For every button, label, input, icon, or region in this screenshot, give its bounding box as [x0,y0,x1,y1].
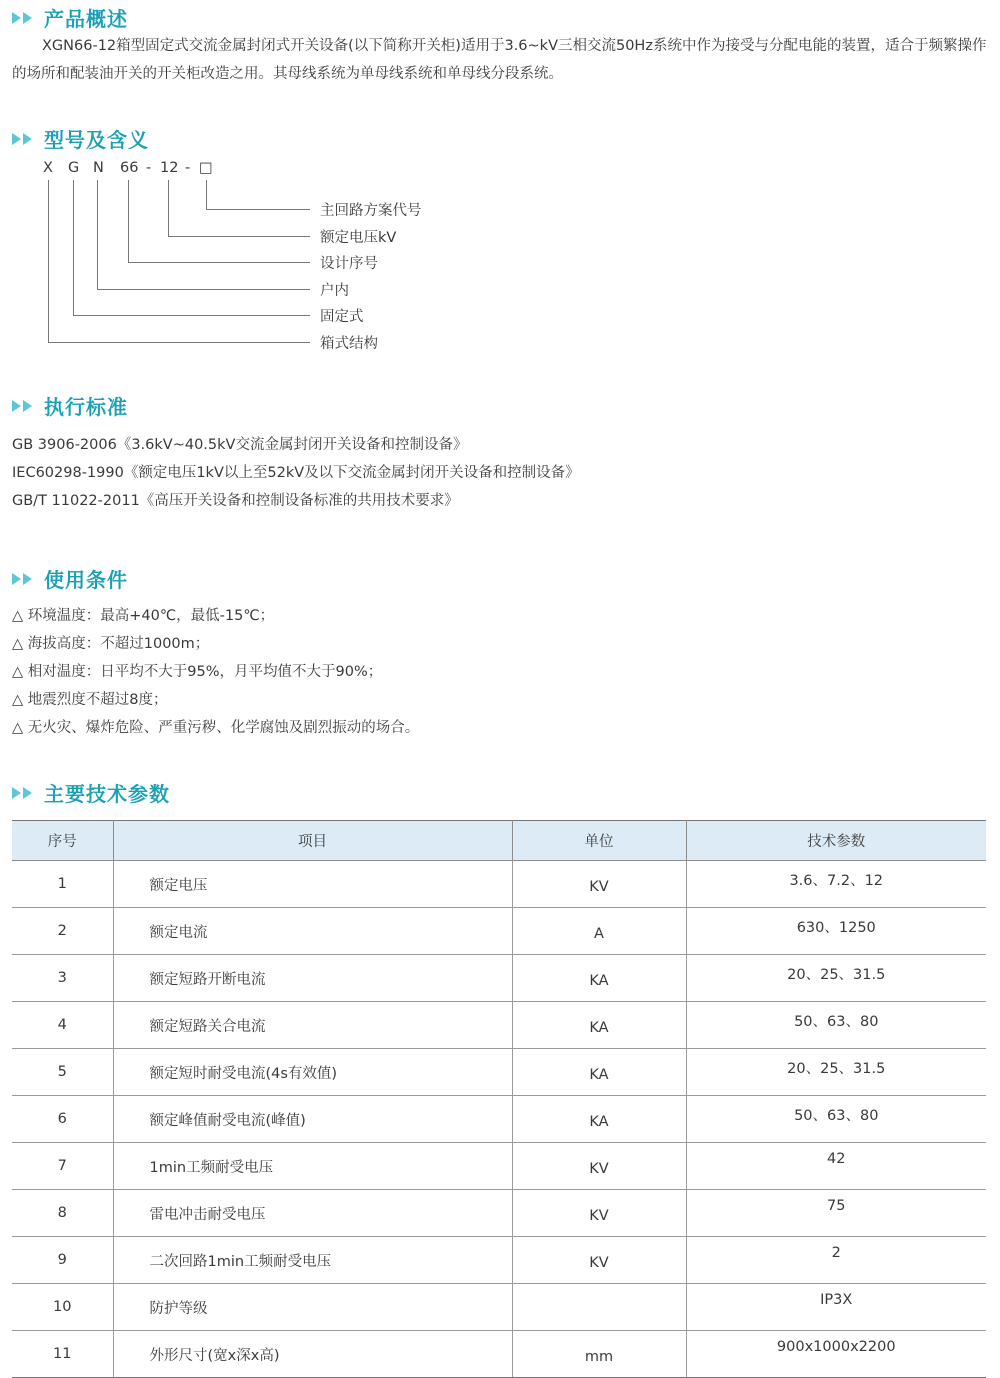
table-row [12,1002,986,1049]
cell-item: 额定短时耐受电流(4s有效值) [113,1049,512,1096]
header-value: 技术参数 [686,821,986,861]
cell-unit: KA [512,1049,686,1096]
cell-value: 20、25、31.5 [686,1049,986,1096]
cell-item: 额定电流 [113,908,512,955]
bracket-line [168,236,310,237]
bracket-line [48,342,310,343]
cell-item: 额定短路开断电流 [113,955,512,1002]
cell-index: 5 [12,1049,113,1096]
model-meaning-label: 箱式结构 [320,336,378,352]
bracket-line [128,180,129,262]
model-code-n: N [93,160,104,176]
cell-value: 50、63、80 [686,1096,986,1143]
double-arrow-icon [12,400,34,412]
header-unit: 单位 [512,821,686,861]
double-arrow-icon [12,573,34,585]
table-row [12,1190,986,1237]
cell-unit: KA [512,1096,686,1143]
cell-value: 20、25、31.5 [686,955,986,1002]
header-item: 项目 [113,821,512,861]
section-title-overview [12,3,128,32]
cell-index: 9 [12,1237,113,1284]
cell-value: 3.6、7.2、12 [686,861,986,908]
model-meaning-label: 户内 [320,283,349,299]
cell-index: 10 [12,1284,113,1331]
double-arrow-icon [12,787,34,799]
model-code-box: □ [199,160,213,176]
double-arrow-icon [12,12,34,24]
model-code-g: G [68,160,80,176]
table-row [12,861,986,908]
condition-item: △ 环境温度：最高+40℃，最低-15℃； [12,608,275,624]
cell-item: 防护等级 [113,1284,512,1331]
table-row [12,1096,986,1143]
cell-unit: KV [512,861,686,908]
cell-value: 50、63、80 [686,1002,986,1049]
bracket-line [128,262,310,263]
model-code-design: 66 [120,160,139,176]
cell-unit: KV [512,1190,686,1237]
cell-item: 1min工频耐受电压 [113,1143,512,1190]
cell-unit: KA [512,1002,686,1049]
table-row [12,908,986,955]
overview-paragraph: XGN66-12箱型固定式交流金属封闭式开关设备(以下简称开关柜)适用于3.6~kV三相交流50Hz系统中作为接受与分配电能的装置，适合于频繁操作的场所和配装油开关的开关柜改造之用。其母线系统为单母线系统和单母线分段系统。 [12,38,987,82]
cell-value: 42 [686,1143,986,1190]
cell-value: 75 [686,1190,986,1237]
table-row [12,1143,986,1190]
cell-value: 2 [686,1237,986,1284]
cell-unit: KV [512,1143,686,1190]
cell-index: 6 [12,1096,113,1143]
standard-item: IEC60298-1990《额定电压1kV以上至52kV及以下交流金属封闭开关设备和控制设备》 [12,465,580,481]
bracket-line [73,180,74,315]
model-code-x: X [43,160,53,176]
section-title-conditions [12,564,128,593]
cell-index: 1 [12,861,113,908]
section-title-params [12,778,170,807]
cell-index: 8 [12,1190,113,1237]
cell-unit: KV [512,1237,686,1284]
condition-item: △ 无火灾、爆炸危险、严重污秽、化学腐蚀及剧烈振动的场合。 [12,720,420,736]
model-code-dash: - [146,160,152,176]
standard-item: GB/T 11022-2011《高压开关设备和控制设备标准的共用技术要求》 [12,493,459,509]
cell-item: 外形尺寸(宽x深x高) [113,1331,512,1378]
section-title-standards [12,391,128,420]
condition-item: △ 相对温度：日平均不大于95%，月平均值不大于90%； [12,664,383,680]
bracket-line [168,180,169,236]
cell-index: 3 [12,955,113,1002]
table-header-row [12,821,986,861]
table-row [12,1049,986,1096]
model-meaning-label: 设计序号 [320,256,378,272]
cell-value: 900x1000x2200 [686,1331,986,1378]
cell-value: IP3X [686,1284,986,1331]
table-row [12,1331,986,1378]
model-code-dash: - [185,160,191,176]
table-row [12,1284,986,1331]
bracket-line [48,180,49,342]
section-title-text: 型号及含义 [44,128,149,152]
cell-unit: mm [512,1331,686,1378]
cell-item: 雷电冲击耐受电压 [113,1190,512,1237]
table-row [12,955,986,1002]
model-meaning-label: 主回路方案代号 [320,203,422,219]
bracket-line [73,315,310,316]
double-arrow-icon [12,133,34,145]
model-code-voltage: 12 [160,160,179,176]
cell-unit: KA [512,955,686,1002]
section-title-text: 执行标准 [44,395,128,419]
section-title-model [12,124,149,153]
cell-index: 4 [12,1002,113,1049]
condition-item: △ 海拔高度：不超过1000m； [12,636,210,652]
cell-value: 630、1250 [686,908,986,955]
cell-item: 额定短路关合电流 [113,1002,512,1049]
section-title-text: 使用条件 [44,568,128,592]
cell-unit: A [512,908,686,955]
cell-index: 2 [12,908,113,955]
cell-item: 二次回路1min工频耐受电压 [113,1237,512,1284]
table-row [12,1237,986,1284]
cell-index: 7 [12,1143,113,1190]
model-meaning-label: 额定电压kV [320,230,397,246]
cell-item: 额定峰值耐受电流(峰值) [113,1096,512,1143]
standard-item: GB 3906-2006《3.6kV~40.5kV交流金属封闭开关设备和控制设备》 [12,437,468,453]
header-index: 序号 [12,821,113,861]
bracket-line [206,180,207,209]
bracket-line [97,289,310,290]
model-meaning-label: 固定式 [320,309,364,325]
tech-params-table [12,820,986,1378]
condition-item: △ 地震烈度不超过8度； [12,692,168,708]
section-title-text: 产品概述 [44,7,128,31]
bracket-line [97,180,98,289]
bracket-line [206,209,310,210]
cell-unit [512,1284,686,1331]
cell-item: 额定电压 [113,861,512,908]
section-title-text: 主要技术参数 [44,782,170,806]
cell-index: 11 [12,1331,113,1378]
